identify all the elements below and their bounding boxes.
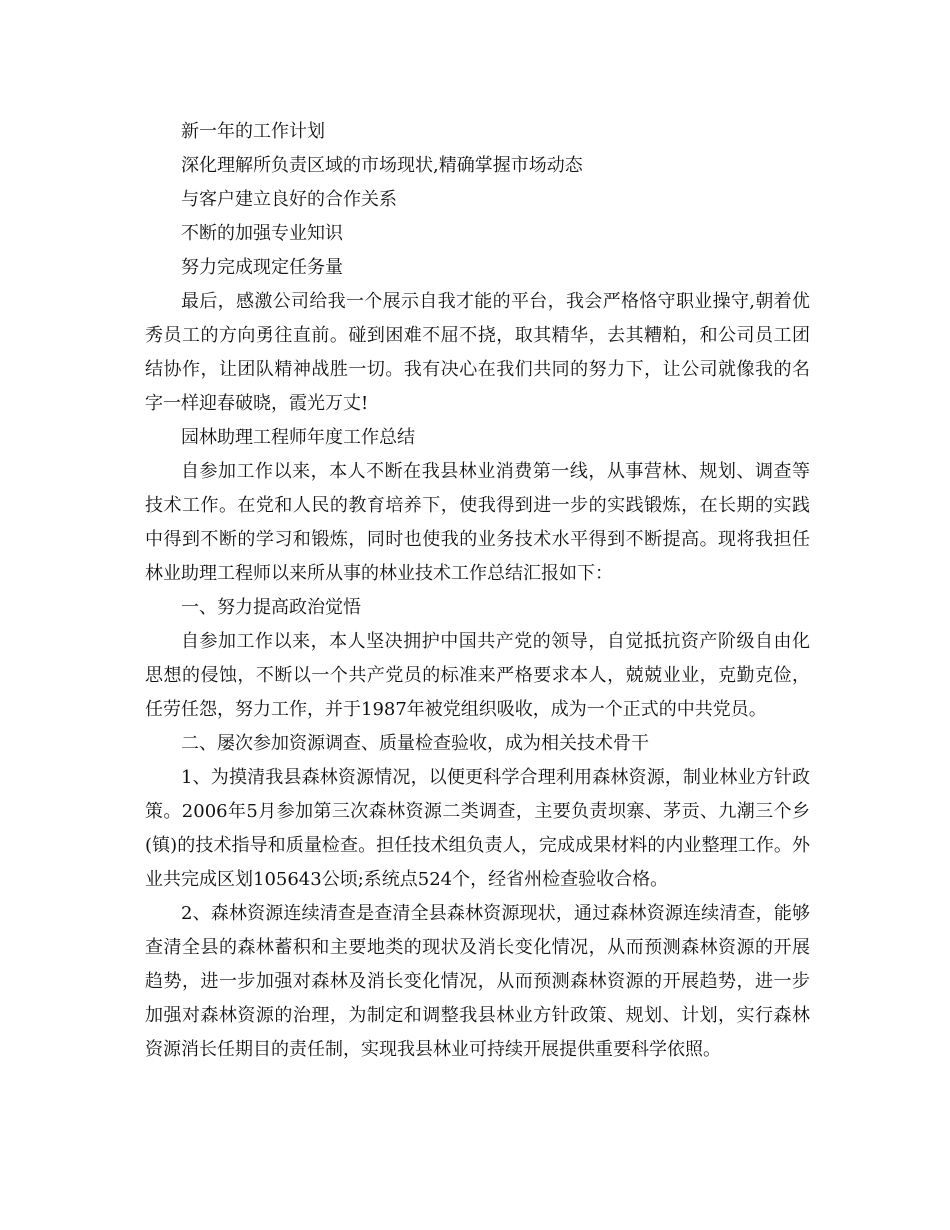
summary-title: 园林助理工程师年度工作总结 bbox=[181, 427, 415, 448]
plan-item-market: 深化理解所负责区域的市场现状,精确掌握市场动态 bbox=[181, 155, 583, 176]
survey-item-2: 2、森林资源连续清查是查清全县森林资源现状，通过森林资源连续清查，能够查清全县的森林蓄积和主要地类的现状及消长变化情况，从而预测森林资源的开展趋势，进一步加强对森林及消长变化情况，从而预测森林资源的开展趋势，进一步加强对森林资源的治理，为制定和调整我县林业方针政策、规划、计划，实行森林资源消长任期目的责任制，实现我县林业可持续开展提供重要科学依照。 bbox=[145, 903, 810, 1060]
plan-item-knowledge: 不断的加强专业知识 bbox=[181, 223, 343, 244]
plan-item-customers: 与客户建立良好的合作关系 bbox=[181, 189, 397, 210]
plan-item-quota: 努力完成现定任务量 bbox=[181, 257, 343, 278]
section-heading-politics: 一、努力提高政治觉悟 bbox=[181, 597, 361, 618]
section-heading-surveys: 二、屡次参加资源调查、质量检查验收，成为相关技术骨干 bbox=[181, 733, 649, 754]
politics-paragraph: 自参加工作以来，本人坚决拥护中国共产党的领导，自觉抵抗资产阶级自由化思想的侵蚀，不断以一个共产党员的标准来严格要求本人，兢兢业业，克勤克俭，任劳任怨，努力工作，并于1987年被党组织吸收，成为一个正式的中共党员。 bbox=[145, 631, 810, 720]
heading-new-year-plan: 新一年的工作计划 bbox=[181, 121, 325, 142]
closing-paragraph: 最后，感激公司给我一个展示自我才能的平台，我会严格恪守职业操守,朝着优秀员工的方向勇往直前。碰到困难不屈不挠，取其精华，去其糟粕，和公司员工团结协作，让团队精神战胜一切。我有决心在我们共同的努力下，让公司就像我的名字一样迎春破晓，霞光万丈! bbox=[145, 291, 810, 414]
summary-intro-paragraph: 自参加工作以来，本人不断在我县林业消费第一线，从事营林、规划、调查等技术工作。在党和人民的教育培养下，使我得到进一步的实践锻炼，在长期的实践中得到不断的学习和锻炼，同时也使我的业务技术水平得到不断提高。现将我担任林业助理工程师以来所从事的林业技术工作总结汇报如下： bbox=[145, 461, 810, 584]
document-body bbox=[145, 115, 810, 1067]
survey-item-1: 1、为摸清我县森林资源情况，以便更科学合理利用森林资源，制业林业方针政策。2006年5月参加第三次森林资源二类调查，主要负责坝寨、茅贡、九潮三个乡(镇)的技术指导和质量检查。担任技术组负责人，完成成果材料的内业整理工作。外业共完成区划105643公顷;系统点524个，经省州检查验收合格。 bbox=[145, 767, 810, 890]
